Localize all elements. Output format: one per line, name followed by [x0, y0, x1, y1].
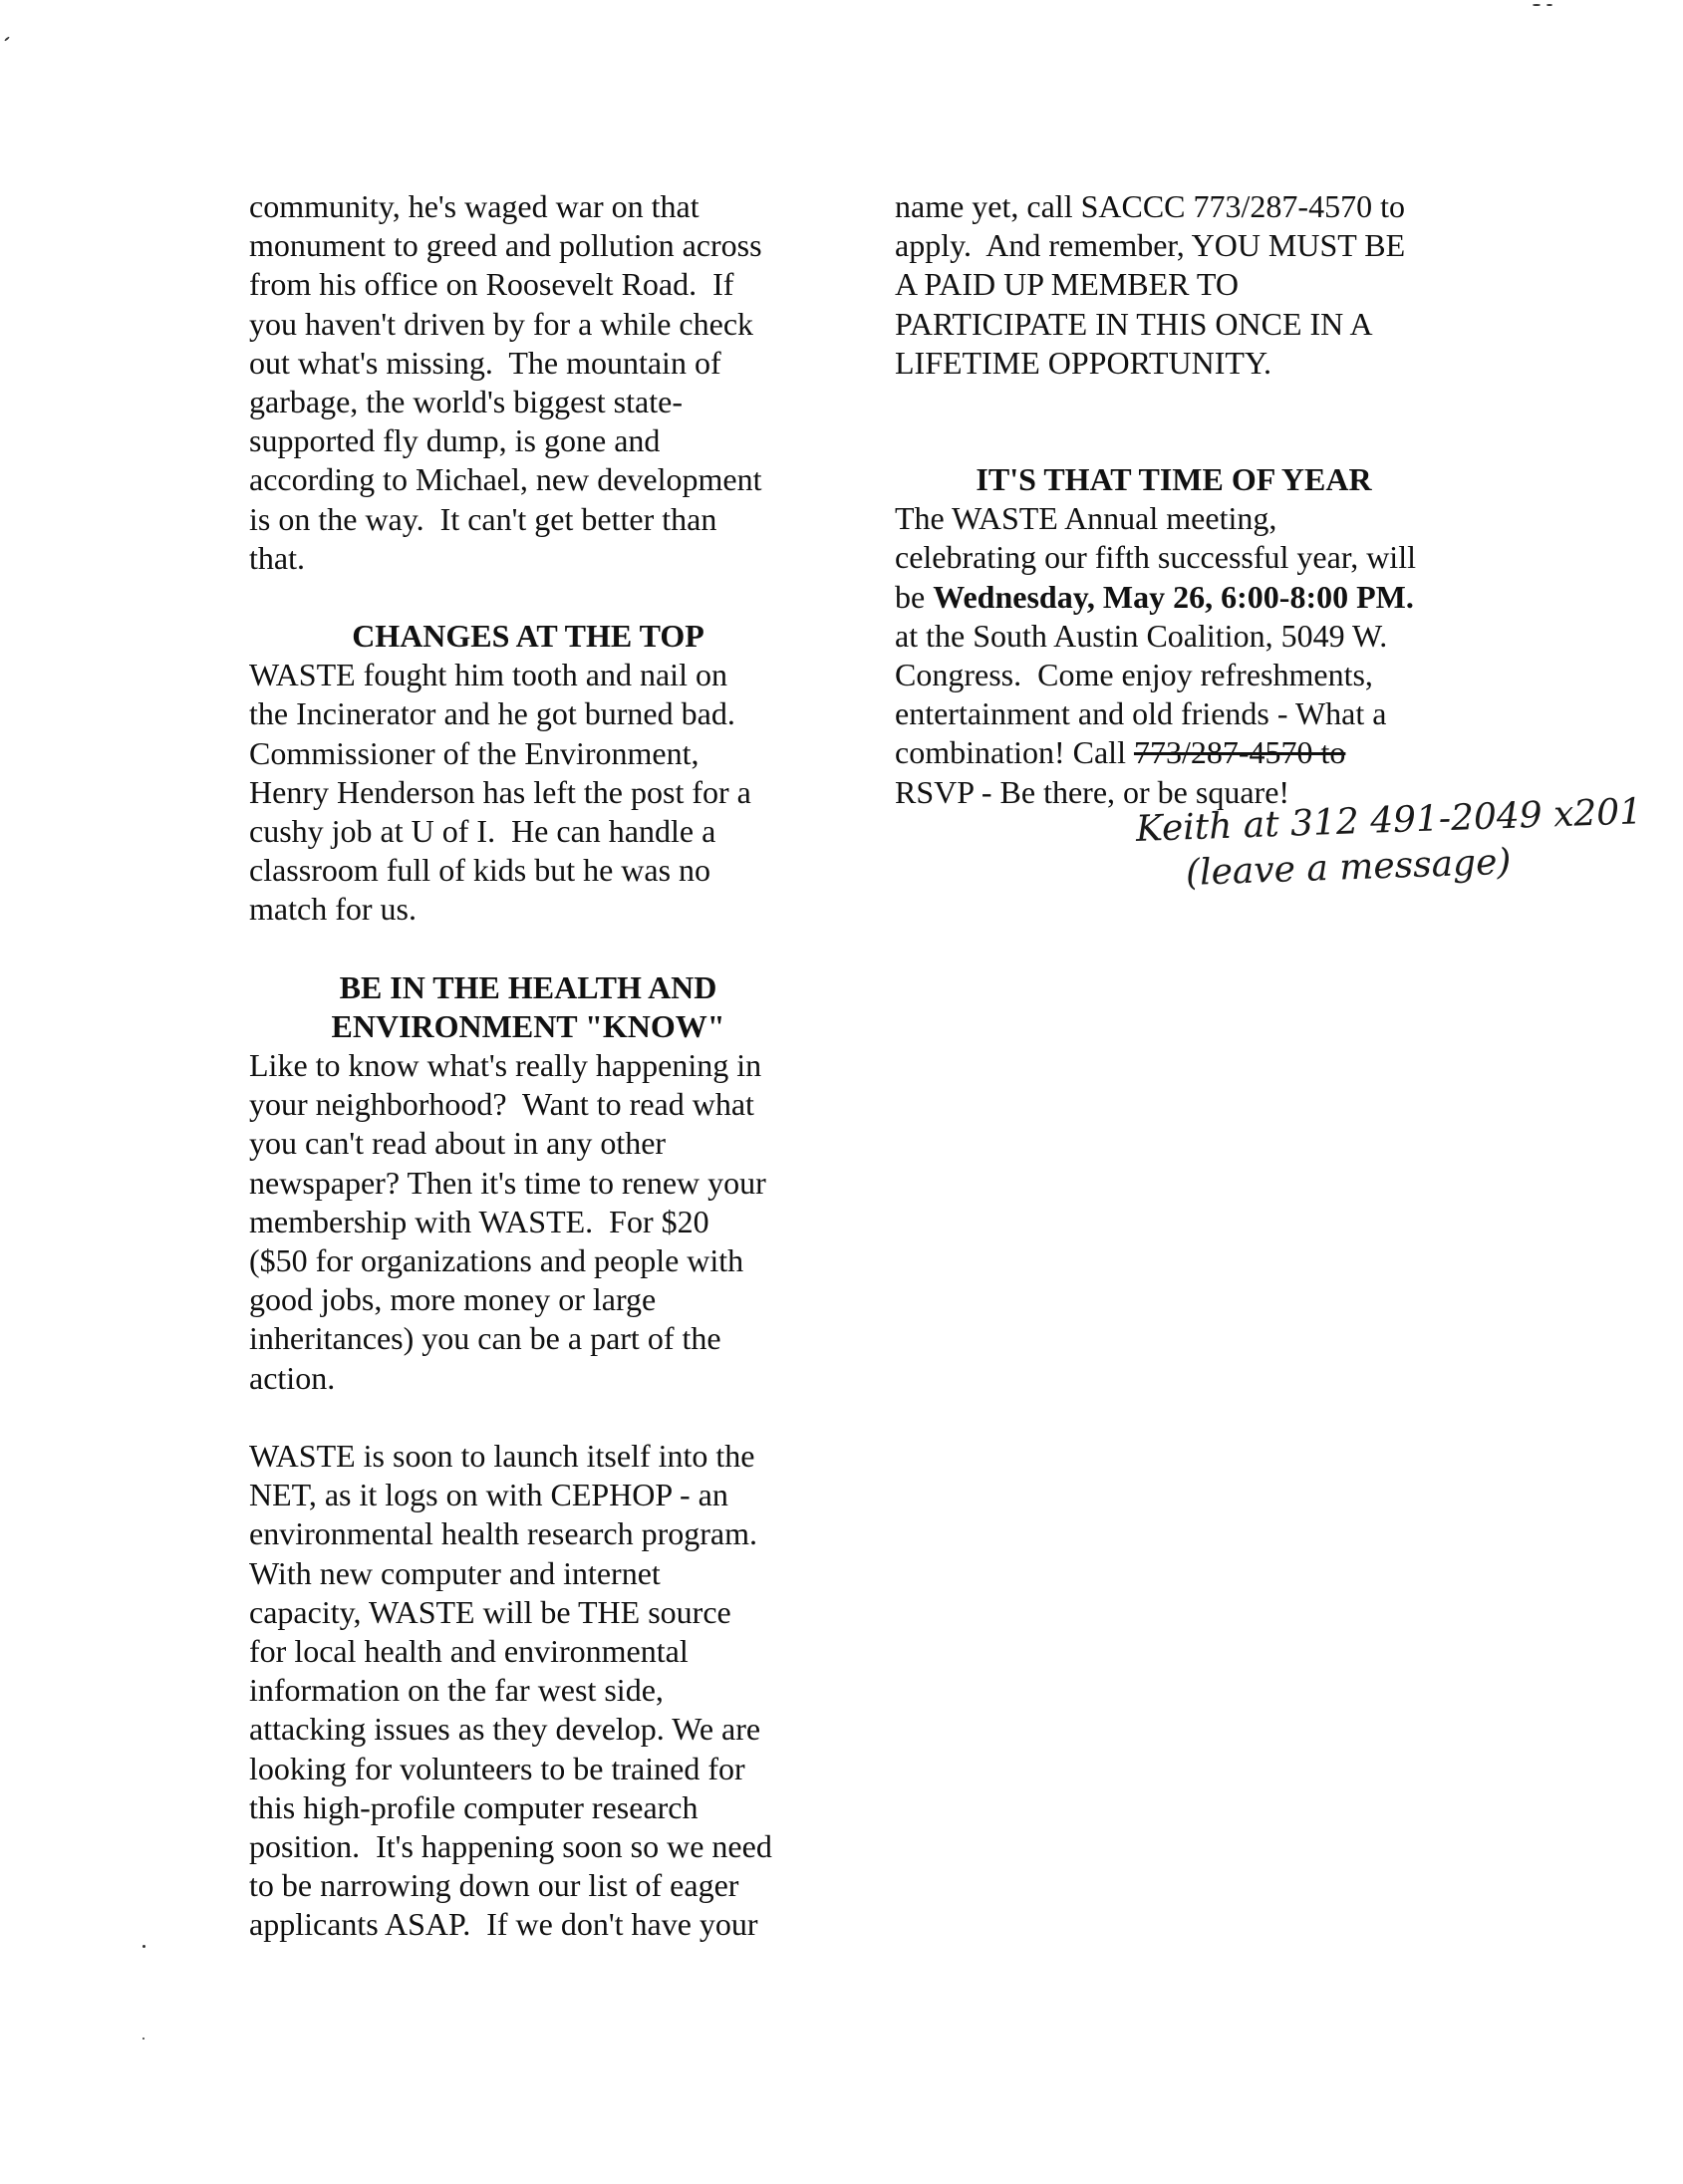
right-column: [895, 187, 1453, 812]
paragraph-henderson: [249, 656, 807, 929]
scan-speck: [1546, 4, 1552, 6]
paragraph-michael: [249, 187, 807, 578]
text-line: to be narrowing down our list of eager: [249, 1867, 739, 1904]
text-line: from his office on Roosevelt Road. If: [249, 266, 734, 303]
text-line: inheritances) you can be a part of the: [249, 1320, 721, 1357]
text-line: looking for volunteers to be trained for: [249, 1750, 745, 1786]
text-line: match for us.: [249, 891, 417, 928]
text-line: Commissioner of the Environment,: [249, 734, 700, 771]
text-line: you haven't driven by for a while check: [249, 305, 754, 342]
text-line: is on the way. It can't get better than: [249, 500, 717, 537]
heading-time-of-year: IT'S THAT TIME OF YEAR: [976, 461, 1372, 498]
text-line: WASTE is soon to launch itself into the: [249, 1437, 755, 1474]
text-line: out what's missing. The mountain of: [249, 344, 721, 381]
text-line: information on the far west side,: [249, 1672, 664, 1709]
text-line: position. It's happening soon so we need: [249, 1827, 772, 1864]
scan-speck: [1533, 4, 1541, 6]
paragraph-cephop: [249, 1437, 807, 1945]
text-line: Like to know what's really happening in: [249, 1047, 762, 1084]
scan-speck: [142, 2038, 144, 2040]
text-line: for local health and environmental: [249, 1632, 689, 1669]
text-line: NET, as it logs on with CEPHOP - an: [249, 1477, 728, 1513]
heading-health-environment-line1: BE IN THE HEALTH AND: [339, 968, 717, 1005]
meeting-line-8: RSVP - Be there, or be square!: [895, 773, 1290, 810]
text-line: environmental health research program.: [249, 1515, 757, 1552]
text-line: LIFETIME OPPORTUNITY.: [895, 344, 1271, 381]
text-line: supported fly dump, is gone and: [249, 422, 661, 459]
text-line: that.: [249, 539, 305, 576]
meeting-line-5: Congress. Come enjoy refreshments,: [895, 657, 1373, 693]
meeting-line-7-prefix: combination! Call: [895, 734, 1134, 771]
text-line: membership with WASTE. For $20: [249, 1203, 709, 1239]
text-line: capacity, WASTE will be THE source: [249, 1593, 731, 1630]
struck-phone-number: 773/287-4570 to: [1133, 734, 1346, 771]
text-line: cushy job at U of I. He can handle a: [249, 813, 716, 850]
text-line: Henry Henderson has left the post for a: [249, 773, 751, 810]
text-line: your neighborhood? Want to read what: [249, 1086, 754, 1123]
scan-speck: [4, 36, 10, 41]
text-line: apply. And remember, YOU MUST BE: [895, 227, 1406, 264]
text-line: name yet, call SACCC 773/287-4570 to: [895, 188, 1405, 224]
heading-changes-at-the-top: CHANGES AT THE TOP: [352, 618, 704, 655]
text-line: newspaper? Then it's time to renew your: [249, 1164, 766, 1201]
text-line: PARTICIPATE IN THIS ONCE IN A: [895, 305, 1373, 342]
text-line: this high-profile computer research: [249, 1788, 699, 1825]
text-line: the Incinerator and he got burned bad.: [249, 695, 735, 732]
text-line: according to Michael, new development: [249, 461, 762, 498]
scan-speck: [142, 1945, 145, 1948]
handwritten-note-line1: Keith at 312 491-2049 x201: [1135, 791, 1643, 850]
text-line: WASTE fought him tooth and nail on: [249, 657, 727, 693]
text-line: applicants ASAP. If we don't have your: [249, 1906, 758, 1943]
meeting-line-2: celebrating our fifth successful year, will: [895, 539, 1416, 576]
text-line: A PAID UP MEMBER TO: [895, 266, 1239, 303]
text-line: classroom full of kids but he was no: [249, 852, 711, 889]
meeting-line-1: The WASTE Annual meeting,: [895, 500, 1277, 537]
paragraph-membership: [249, 1046, 807, 1398]
meeting-line-6: entertainment and old friends - What a: [895, 695, 1387, 732]
text-line: community, he's waged war on that: [249, 188, 700, 224]
meeting-line-4: at the South Austin Coalition, 5049 W.: [895, 617, 1388, 654]
text-line: garbage, the world's biggest state-: [249, 384, 683, 420]
left-column: [249, 187, 807, 1945]
paragraph-saccc: [895, 187, 1453, 383]
meeting-line-7: [895, 733, 1453, 772]
text-line: With new computer and internet: [249, 1554, 661, 1591]
meeting-date-time: Wednesday, May 26, 6:00-8:00 PM.: [933, 578, 1414, 615]
meeting-line-3: [895, 578, 1453, 617]
text-line: monument to greed and pollution across: [249, 227, 762, 264]
text-line: ($50 for organizations and people with: [249, 1242, 744, 1279]
text-line: attacking issues as they develop. We are: [249, 1711, 761, 1748]
heading-health-environment-line2: ENVIRONMENT "KNOW": [331, 1007, 725, 1044]
text-line: action.: [249, 1359, 336, 1396]
handwritten-note-line2: (leave a message): [1185, 841, 1513, 894]
text-line: good jobs, more money or large: [249, 1281, 657, 1318]
text-line: you can't read about in any other: [249, 1125, 667, 1162]
meeting-line-3-prefix: be: [895, 578, 934, 615]
